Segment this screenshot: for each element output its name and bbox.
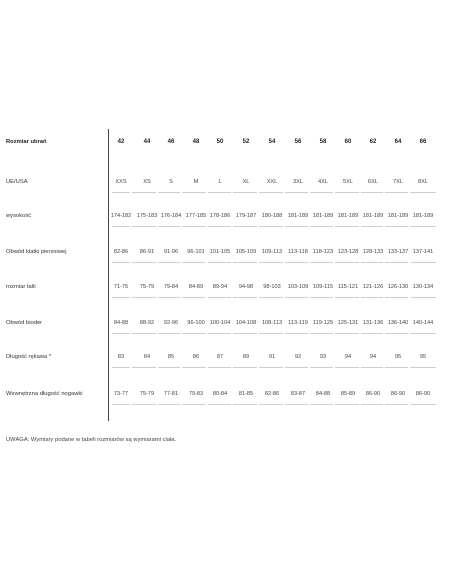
table-cell: 91-96 [163,249,179,255]
cell-separator [410,404,436,405]
cell-separator [182,226,206,227]
cell-separator [208,333,231,334]
cell-separator [233,404,257,405]
cell-separator [132,297,156,298]
cell-separator [208,367,231,368]
cell-separator [335,367,359,368]
cell-separator [361,262,383,263]
table-cell: 75-79 [139,391,155,397]
table-cell: 121-126 [362,284,384,290]
cell-separator [361,226,383,227]
cell-separator [310,367,333,368]
cell-separator [233,367,257,368]
table-cell: 84-88 [315,391,331,397]
cell-separator [285,192,308,193]
table-cell: 181-189 [387,213,409,219]
cell-separator [285,226,308,227]
table-cell: 104-108 [235,320,257,326]
cell-separator [112,297,130,298]
table-cell: 174-182 [110,213,132,219]
table-cell: 75-79 [139,284,155,290]
table-cell: 113-119 [288,320,308,326]
cell-separator [310,226,333,227]
cell-separator [233,226,257,227]
cell-separator [285,404,308,405]
cell-separator [182,297,206,298]
cell-separator [233,192,257,193]
cell-separator [361,297,383,298]
cell-separator [208,404,231,405]
cell-separator [385,333,408,334]
table-cell: 88-92 [139,320,155,326]
cell-separator [259,297,283,298]
table-cell: XS [143,179,151,185]
table-cell: 77-81 [163,391,179,397]
table-cell: XXS [115,179,127,185]
table-cell: 123-128 [337,249,359,255]
cell-separator [158,404,180,405]
cell-separator [112,367,130,368]
cell-separator [335,404,359,405]
cell-separator [285,333,308,334]
cell-separator [259,226,283,227]
cell-separator [158,333,180,334]
table-cell: 95 [394,354,402,360]
cell-separator [285,367,308,368]
cell-separator [259,367,283,368]
table-cell: 101-105 [209,249,231,255]
table-cell: 96-101 [187,249,205,255]
table-cell: 179-187 [235,213,257,219]
cell-separator [233,262,257,263]
cell-separator [310,192,333,193]
cell-separator [259,262,283,263]
cell-separator [208,297,231,298]
cell-separator [158,192,180,193]
cell-separator [310,333,333,334]
table-cell: 80-84 [212,391,228,397]
table-cell: 109-113 [261,249,283,255]
size-header-cell: 56 [294,139,302,145]
cell-separator [182,404,206,405]
row-label: UE/USA [6,179,28,185]
table-cell: 108-113 [261,320,283,326]
table-cell: XXL [266,179,278,185]
cell-separator [335,226,359,227]
table-cell: 86-91 [139,249,155,255]
cell-separator [335,333,359,334]
table-cell: 130-134 [412,284,434,290]
table-cell: 180-188 [261,213,283,219]
cell-separator [132,404,156,405]
row-label: Obwód klatki piersiowej [6,249,67,255]
cell-separator [132,192,156,193]
table-cell: 84-89 [188,284,204,290]
size-header-cell: 62 [369,139,377,145]
cell-separator [385,367,408,368]
size-header-cell: 52 [242,139,250,145]
size-header-cell: 66 [419,139,427,145]
cell-separator [310,297,333,298]
cell-separator [410,333,436,334]
cell-separator [335,262,359,263]
table-cell: 115-121 [337,284,359,290]
table-cell: 89 [242,354,250,360]
table-cell: 95 [419,354,427,360]
table-cell: S [169,179,173,185]
cell-separator [259,333,283,334]
size-header-cell: 54 [268,139,276,145]
cell-separator [361,404,383,405]
table-cell: 5XL [343,179,353,185]
table-cell: 87 [216,354,224,360]
size-header-cell: 46 [167,139,175,145]
table-cell: 181-189 [312,213,334,219]
table-cell: 7XL [393,179,403,185]
table-cell: 6XL [368,179,378,185]
table-cell: 109-115 [312,284,334,290]
table-cell: 91 [268,354,276,360]
table-cell: 119-125 [312,320,334,326]
table-cell: 94 [369,354,377,360]
table-cell: 137-141 [412,249,434,255]
cell-separator [112,262,130,263]
cell-separator [158,297,180,298]
size-header-cell: 42 [117,139,125,145]
cell-separator [410,367,436,368]
cell-separator [385,226,408,227]
row-label: Wewnętrzna długość nogawki [6,391,83,397]
table-cell: 79-83 [188,391,204,397]
table-cell: 113-118 [288,249,308,255]
cell-separator [158,226,180,227]
row-label: wysokość [6,213,32,219]
table-cell: 181-189 [412,213,434,219]
cell-separator [410,192,436,193]
table-cell: 81-85 [238,391,254,397]
cell-separator [208,192,231,193]
cell-separator [410,226,436,227]
cell-separator [208,226,231,227]
table-cell: 93 [319,354,327,360]
cell-separator [410,297,436,298]
table-cell: 105-109 [235,249,257,255]
cell-separator [335,297,359,298]
cell-separator [112,226,130,227]
table-cell: 181-189 [362,213,384,219]
column-divider [108,129,109,421]
table-cell: 126-130 [387,284,409,290]
size-header-cell: 44 [143,139,151,145]
cell-separator [158,262,180,263]
size-header-cell: 60 [344,139,352,145]
table-cell: 89-94 [212,284,228,290]
cell-separator [361,367,383,368]
table-cell: 3XL [293,179,303,185]
table-cell: 128-133 [362,249,384,255]
table-cell: 181-189 [287,213,309,219]
cell-separator [259,192,283,193]
cell-separator [233,297,257,298]
size-header-cell: 58 [319,139,327,145]
cell-separator [112,333,130,334]
cell-separator [385,262,408,263]
table-cell: 178-186 [209,213,231,219]
size-header-cell: 50 [216,139,224,145]
cell-separator [182,262,206,263]
cell-separator [361,333,383,334]
table-cell: 94 [344,354,352,360]
table-cell: 83 [117,354,125,360]
table-cell: 82-86 [264,391,280,397]
size-header-cell: 48 [192,139,200,145]
table-cell: 118-123 [312,249,334,255]
cell-separator [112,192,130,193]
cell-separator [182,192,206,193]
cell-separator [233,333,257,334]
row-label: Długość rękawa * [6,354,52,360]
table-cell: 98-103 [263,284,281,290]
table-cell: 4XL [318,179,328,185]
table-cell: 92-96 [163,320,179,326]
table-cell: 83-87 [290,391,306,397]
table-cell: 140-144 [412,320,434,326]
table-cell: 71-75 [113,284,129,290]
table-cell: 86-90 [365,391,381,397]
table-cell: L [218,179,222,185]
cell-separator [132,367,156,368]
table-cell: 82-86 [113,249,129,255]
header-label: Rozmiar ubrań [6,139,47,145]
cell-separator [385,297,408,298]
table-cell: 131-136 [362,320,384,326]
table-cell: 103-109 [287,284,309,290]
table-cell: 86-90 [390,391,406,397]
table-cell: 85-89 [340,391,356,397]
size-header-cell: 64 [394,139,402,145]
cell-separator [259,404,283,405]
cell-separator [158,367,180,368]
table-cell: 73-77 [113,391,129,397]
table-cell: 8XL [418,179,428,185]
table-cell: M [193,179,199,185]
cell-separator [385,404,408,405]
cell-separator [182,367,206,368]
cell-separator [335,192,359,193]
table-cell: 84 [143,354,151,360]
cell-separator [310,404,333,405]
table-cell: 136-140 [387,320,409,326]
table-cell: 125-131 [337,320,359,326]
table-cell: 181-189 [337,213,359,219]
table-cell: 86 [192,354,200,360]
table-cell: 94-98 [238,284,254,290]
table-cell: 79-84 [163,284,179,290]
cell-separator [410,262,436,263]
table-cell: 92 [294,354,302,360]
table-cell: 84-88 [113,320,129,326]
table-cell: 100-104 [209,320,231,326]
size-note: UWAGA: Wymiary podane w tabeli rozmiarów są wymiarami ciała. [6,437,177,443]
table-cell: 177-185 [185,213,207,219]
table-cell: 85 [167,354,175,360]
table-cell: 86-90 [415,391,431,397]
cell-separator [112,404,130,405]
table-cell: XL [242,179,250,185]
cell-separator [132,262,156,263]
row-label: rozmiar talii [6,284,36,290]
cell-separator [182,333,206,334]
cell-separator [385,192,408,193]
cell-separator [208,262,231,263]
table-cell: 133-137 [387,249,409,255]
cell-separator [310,262,333,263]
table-cell: 176-184 [160,213,182,219]
cell-separator [132,333,156,334]
cell-separator [132,226,156,227]
table-cell: 175-183 [136,213,158,219]
cell-separator [361,192,383,193]
cell-separator [285,297,308,298]
row-label: Obwód bioder [6,320,43,326]
table-cell: 96-100 [187,320,205,326]
cell-separator [285,262,308,263]
